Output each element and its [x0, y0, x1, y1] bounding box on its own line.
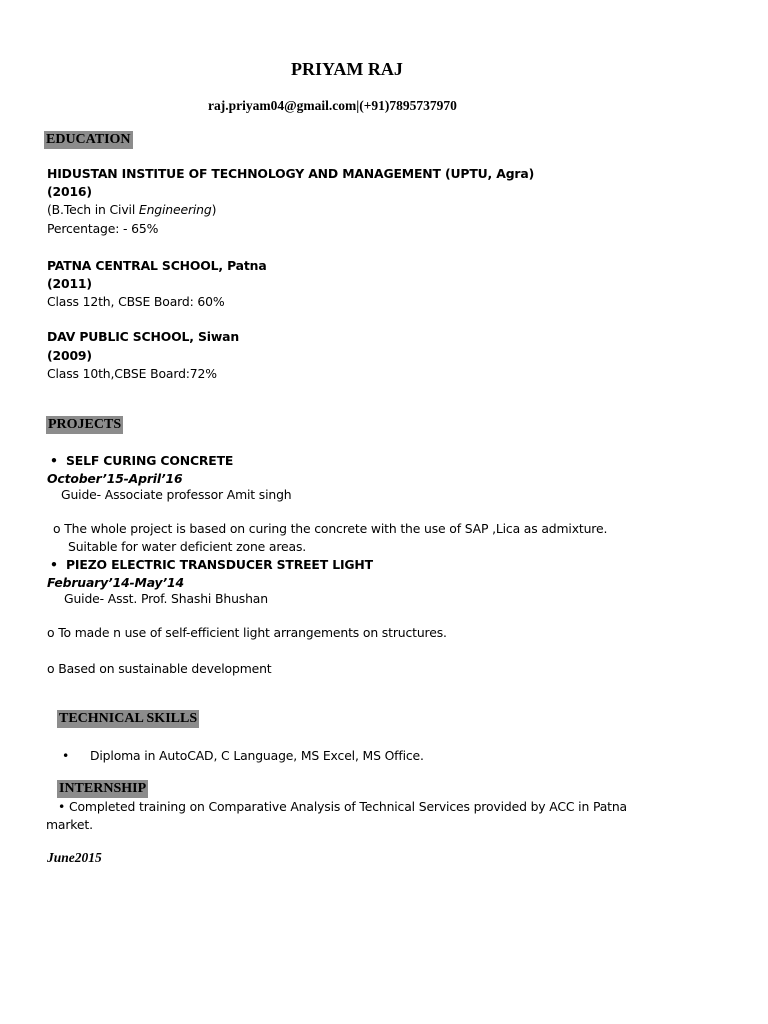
project-2-title: PIEZO ELECTRIC TRANSDUCER STREET LIGHT	[66, 557, 373, 572]
edu-2-detail: Class 12th, CBSE Board: 60%	[47, 294, 225, 309]
project-2-desc2	[47, 661, 272, 676]
edu-1-degree-suffix: )	[211, 202, 217, 217]
edu-2-year: (2011)	[47, 276, 92, 291]
project-2-desc1	[47, 625, 447, 640]
project-1-desc1-text: The whole project is based on curing the concrete with the use of SAP ,Lica as admixture.	[64, 521, 608, 536]
sub-bullet-icon: o	[47, 625, 55, 640]
project-2-title-row	[50, 557, 373, 572]
edu-3-year: (2009)	[47, 348, 92, 363]
edu-2-institution: PATNA CENTRAL SCHOOL, Patna	[47, 258, 267, 273]
education-heading: EDUCATION	[46, 132, 131, 147]
resume-name: PRIYAM RAJ	[291, 59, 403, 79]
edu-3-detail: Class 10th,CBSE Board:72%	[47, 366, 217, 381]
project-2-desc2-text: Based on sustainable development	[58, 661, 272, 676]
edu-1-degree-prefix: (B.Tech in Civil	[47, 202, 139, 217]
edu-1-detail: Percentage: - 65%	[47, 221, 159, 236]
edu-1-year: (2016)	[47, 184, 92, 199]
bullet-icon: •	[58, 799, 66, 814]
projects-heading: PROJECTS	[48, 417, 122, 432]
edu-3-institution: DAV PUBLIC SCHOOL, Siwan	[47, 329, 240, 344]
internship-line2: market.	[46, 817, 93, 832]
internship-heading: INTERNSHIP	[59, 781, 147, 796]
project-1-guide: Guide- Associate professor Amit singh	[61, 487, 292, 502]
bullet-icon: •	[50, 557, 58, 572]
skills-item	[62, 748, 424, 763]
technical-skills-heading: TECHNICAL SKILLS	[59, 711, 198, 726]
edu-1-institution: HIDUSTAN INSTITUE OF TECHNOLOGY AND MANAGEMENT (UPTU, Agra)	[47, 166, 535, 181]
sub-bullet-icon: o	[47, 661, 55, 676]
project-1-dates: October’15-April’16	[47, 471, 183, 486]
internship-date: June2015	[47, 850, 102, 865]
project-1-desc2: Suitable for water deficient zone areas.	[68, 539, 307, 554]
project-2-dates: February’14-May’14	[47, 575, 184, 590]
internship-line1-text: Completed training on Comparative Analysis of Technical Services provided by ACC in Patna	[68, 799, 628, 814]
skills-item-text: Diploma in AutoCAD, C Language, MS Excel, MS Office.	[90, 748, 424, 763]
internship-line1	[58, 799, 627, 814]
project-2-desc1-text: To made n use of self-efficient light arrangements on structures.	[58, 625, 447, 640]
project-1-desc1	[53, 521, 607, 536]
sub-bullet-icon: o	[53, 521, 61, 536]
edu-1-degree	[47, 202, 216, 217]
edu-1-degree-italic: Engineering	[138, 202, 212, 217]
project-1-title-row	[50, 453, 233, 468]
contact-line: raj.priyam04@gmail.com|(+91)7895737970	[208, 98, 457, 113]
bullet-icon: •	[62, 748, 70, 763]
bullet-icon: •	[50, 453, 58, 468]
project-1-title: SELF CURING CONCRETE	[66, 453, 234, 468]
project-2-guide: Guide- Asst. Prof. Shashi Bhushan	[64, 591, 268, 606]
